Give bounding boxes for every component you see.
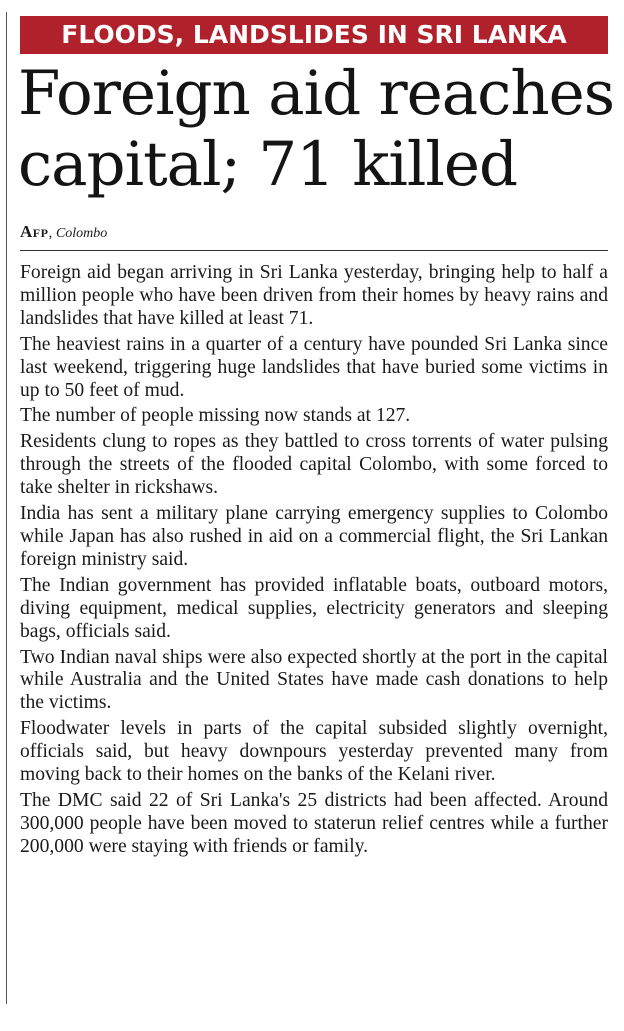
byline-place: Colombo (55, 226, 108, 241)
article-paragraph: The Indian government has provided inflatable boats, outboard motors, diving equipment, medical supplies, electricity generators and sleeping bags, officials said. (20, 574, 608, 642)
article-paragraph: Two Indian naval ships were also expected shortly at the port in the capital while Australia and the United States have made cash donations to help the victims. (20, 646, 608, 714)
column-rule (6, 12, 7, 1004)
article-paragraph: The number of people missing now stands at 127. (20, 405, 411, 427)
article-paragraph: Floodwater levels in parts of the capital subsided slightly overnight, officials said, but heavy downpours yesterday prevented many from moving back to their homes on the banks of the Kelani river. (20, 718, 608, 786)
byline-separator: , (48, 225, 53, 241)
article-body (20, 262, 608, 862)
article-paragraph: Residents clung to ropes as they battled to cross torrents of water pulsing through the streets of the flooded capital Colombo, with some forced to take shelter in rickshaws. (20, 431, 608, 499)
headline-line-1: Foreign aid reaches (18, 58, 615, 129)
byline (20, 222, 107, 242)
headline-line-2: capital; 71 killed (18, 129, 518, 200)
article-paragraph: The heaviest rains in a quarter of a century have pounded Sri Lanka since last weekend, triggering huge landslides that have buried some victims in up to 50 feet of mud. (20, 333, 608, 401)
article-paragraph: India has sent a military plane carrying emergency supplies to Colombo while Japan has also rushed in aid on a commercial flight, the Sri Lankan foreign ministry said. (20, 503, 608, 570)
headline (18, 58, 614, 200)
byline-agency: Afp (20, 222, 49, 241)
article-paragraph: The DMC said 22 of Sri Lanka's 25 districts had been affected. Around 300,000 people have been moved to staterun relief centres while a further 200,000 were staying with friends or family. (20, 789, 608, 857)
article-paragraph: Foreign aid began arriving in Sri Lanka yesterday, bringing help to half a million people who have been driven from their homes by heavy rains and landslides that have killed at least 71. (20, 262, 608, 329)
byline-divider (20, 250, 608, 251)
kicker-banner: FLOODS, LANDSLIDES IN SRI LANKA (20, 16, 608, 54)
